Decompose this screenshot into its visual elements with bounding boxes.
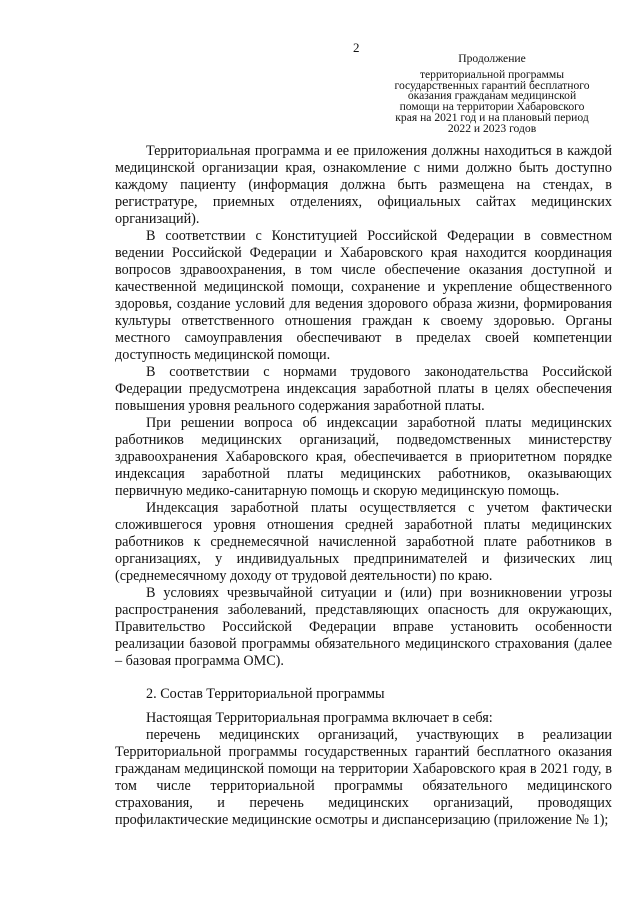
- paragraph: При решении вопроса об индексации заработной платы медицинских работников медицинских организаций, подведомственных министерству здравоохранения Хабаровского края, обеспечивается в приоритетном порядке индексация заработной платы медицинских работников, оказывающих первичную медико-санитарную помощь и скорую медицинскую помощь.: [115, 415, 612, 499]
- header-line: оказания гражданам медицинской: [407, 89, 577, 103]
- paragraph: Настоящая Территориальная программа включает в себя:: [146, 710, 493, 726]
- header-line: территориальной программы: [419, 67, 565, 81]
- paragraph: В условиях чрезвычайной ситуации и (или) при возникновении угрозы распространения заболеваний, представляющих опасность для окружающих, Правительство Российской Федерации вправе установить особенности реализации базовой программы обязательного медицинского страхования (далее – базовая программа ОМС).: [115, 585, 612, 669]
- header-line: государственных гарантий бесплатного: [394, 78, 590, 92]
- continuation-header: [372, 54, 612, 135]
- header-line: 2022 и 2023 годов: [447, 121, 537, 135]
- continuation-label: Продолжение: [458, 52, 526, 65]
- paragraph: Территориальная программа и ее приложения должны находиться в каждой медицинской организации края, ознакомление с ними должно быть доступно каждому пациенту (информация должна быть размещена на стендах, в регистратуре, приемных отделениях, официальных сайтах медицинских организаций).: [115, 143, 612, 227]
- paragraph: В соответствии с Конституцией Российской Федерации в совместном ведении Российской Федерации и Хабаровского края находится координация вопросов здравоохранения, в том числе обеспечение оказания доступной и качественной медицинской помощи, сохранение и укрепление общественного здоровья, создание условий для ведения здорового образа жизни, формирования культуры ответственного отношения граждан к своему здоровью. Органы местного самоуправления обеспечивают в пределах своей компетенции доступность медицинской помощи.: [115, 228, 612, 363]
- header-line: края на 2021 год и на плановый период: [395, 110, 589, 124]
- section-heading: 2. Состав Территориальной программы: [146, 686, 385, 702]
- paragraph: В соответствии с нормами трудового законодательства Российской Федерации предусмотрена индексация заработной платы в целях обеспечения повышения уровня реального содержания заработной платы.: [115, 364, 612, 414]
- document-body: [115, 143, 612, 829]
- paragraph: перечень медицинских организаций, участвующих в реализации Территориальной программы государственных гарантий бесплатного оказания гражданам медицинской помощи на территории Хабаровского края в 2021 году, в том числе территориальной программы обязательного медицинского страхования, и перечень медицинских организаций, проводящих профилактические медицинские осмотры и диспансеризацию (приложение № 1);: [115, 727, 612, 828]
- paragraph: Индексация заработной платы осуществляется с учетом фактически сложившегося уровня отношения средней заработной платы медицинских работников к среднемесячной начисленной заработной плате работников в организациях, у индивидуальных предпринимателей и физических лиц (среднемесячному доходу от трудовой деятельности) по краю.: [115, 500, 612, 584]
- page-number: 2: [353, 40, 360, 55]
- header-line: помощи на территории Хабаровского: [399, 100, 585, 114]
